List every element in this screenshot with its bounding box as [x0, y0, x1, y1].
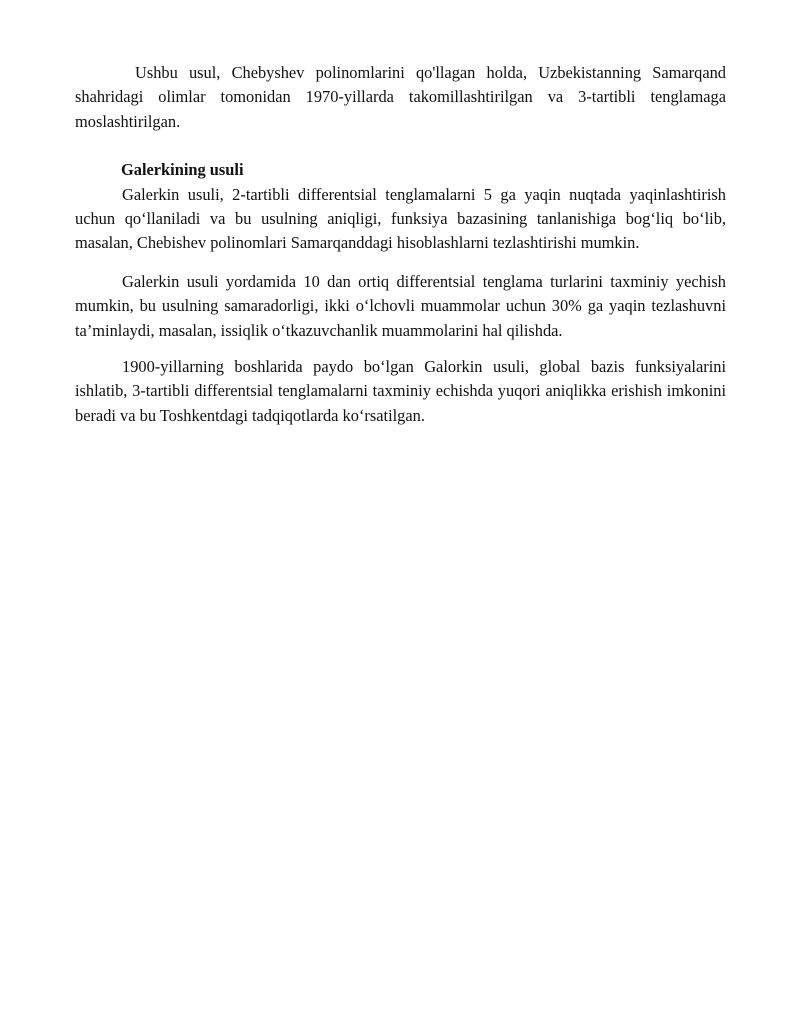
paragraph-chebyshev: Ushbu usul, Chebyshev polinomlarini qo'llagan holda, Uzbekistanning Samarqand shahridagi olimlar tomonidan 1970-yillarda takomillashtirilgan va 3-tartibli tenglamaga moslashtirilgan. [75, 63, 726, 131]
paragraph-spacer [75, 343, 726, 355]
paragraph-spacer [75, 256, 726, 270]
document-page [75, 61, 726, 428]
paragraph-spacer [75, 134, 726, 158]
paragraph-galerkin-intro: Galerkin usuli, 2-tartibli differentsial tenglamalarni 5 ga yaqin nuqtada yaqinlashtirish uchun qo‘llaniladi va bu usulning aniqligi, funksiya bazasining tanlanishiga bog‘liq bo‘lib, masalan, Chebishev polinomlari Samarqanddagi hisoblashlarni tezlashtirishi mumkin. [75, 184, 726, 253]
section-heading: Galerkining usuli [121, 160, 244, 180]
paragraph-galerkin-history: 1900-yillarning boshlarida paydo bo‘lgan Galorkin usuli, global bazis funksiyalarini ishlatib, 3-tartibli differentsial tenglamalarni taxminiy echishda yuqori aniqlikka erishish imkonini beradi va bu Toshkentdagi tadqiqotlarda ko‘rsatilgan. [75, 357, 726, 425]
paragraph-galerkin-efficiency: Galerkin usuli yordamida 10 dan ortiq differentsial tenglama turlarini taxminiy yechish mumkin, bu usulning samaradorligi, ikki o‘lchovli muammolar uchun 30% ga yaqin tezlashuvni ta’minlaydi, masalan, issiqlik o‘tkazuvchanlik muammolarini hal qilishda. [75, 271, 726, 340]
